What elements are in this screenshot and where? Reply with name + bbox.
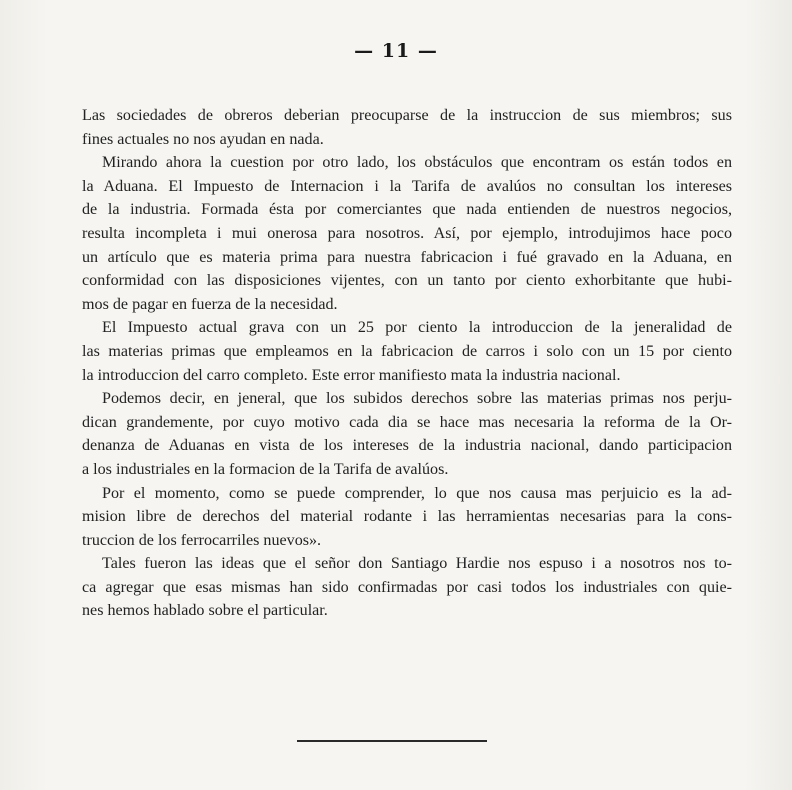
text-line: un artículo que es materia prima para nuestra fabricacion i fué gravado en la Aduana, en	[82, 248, 732, 266]
closing-rule	[297, 740, 487, 742]
text-line: a los industriales en la formacion de la Tarifa de avalúos.	[82, 460, 449, 478]
paragraph	[62, 387, 732, 481]
text-line: fines actuales no nos ayudan en nada.	[82, 130, 324, 148]
text-line: denanza de Aduanas en vista de los intereses de la industria nacional, dando participacion	[82, 437, 732, 455]
text-line: Podemos decir, en jeneral, que los subidos derechos sobre las materias primas nos perju-	[102, 390, 732, 408]
text-line: nes hemos hablado sobre el particular.	[82, 602, 328, 620]
text-line: de la industria. Formada ésta por comerciantes que nada entienden de nuestros negocios,	[82, 201, 732, 219]
text-line: la introduccion del carro completo. Este error manifiesto mata la industria nacional.	[82, 366, 621, 384]
paragraph	[62, 552, 732, 623]
text-line: mos de pagar en fuerza de la necesidad.	[82, 295, 338, 313]
text-line: dican grandemente, por cuyo motivo cada dia se hace mas necesaria la reforma de la Or-	[82, 413, 732, 431]
text-line: El Impuesto actual grava con un 25 por ciento la introduccion de la jeneralidad de	[102, 319, 732, 337]
text-line: Las sociedades de obreros deberian preocuparse de la instruccion de sus miembros; sus	[82, 107, 732, 124]
text-line: Mirando ahora la cuestion por otro lado, los obstáculos que encontram os están todos en	[102, 154, 732, 172]
paragraph	[62, 104, 732, 151]
text-line: las materias primas que empleamos en la fabricacion de carros i solo con un 15 por ciento	[82, 342, 732, 360]
body-text	[62, 104, 732, 623]
text-line: truccion de los ferrocarriles nuevos».	[82, 531, 322, 549]
paragraph	[62, 151, 732, 316]
page-number: — 11 —	[354, 40, 438, 62]
text-line: la Aduana. El Impuesto de Internacion i la Tarifa de avalúos no consultan los intereses	[82, 177, 732, 195]
paragraph	[62, 482, 732, 553]
text-line: Por el momento, como se puede comprender, lo que nos causa mas perjuicio es la ad-	[102, 484, 732, 502]
paragraph	[62, 316, 732, 387]
text-line: mision libre de derechos del material rodante i las herramientas necesarias para la cons-	[82, 508, 732, 526]
text-line: Tales fueron las ideas que el señor don Santiago Hardie nos espuso i a nosotros nos to-	[102, 555, 732, 573]
text-line: ca agregar que esas mismas han sido confirmadas por casi todos los industriales con quie-	[82, 578, 732, 596]
text-line: resulta incompleta i mui onerosa para nosotros. Así, por ejemplo, introdujimos hace poco	[82, 224, 732, 242]
text-line: conformidad con las disposiciones vijentes, con un tanto por ciento exhorbitante que hubi-	[82, 272, 732, 290]
